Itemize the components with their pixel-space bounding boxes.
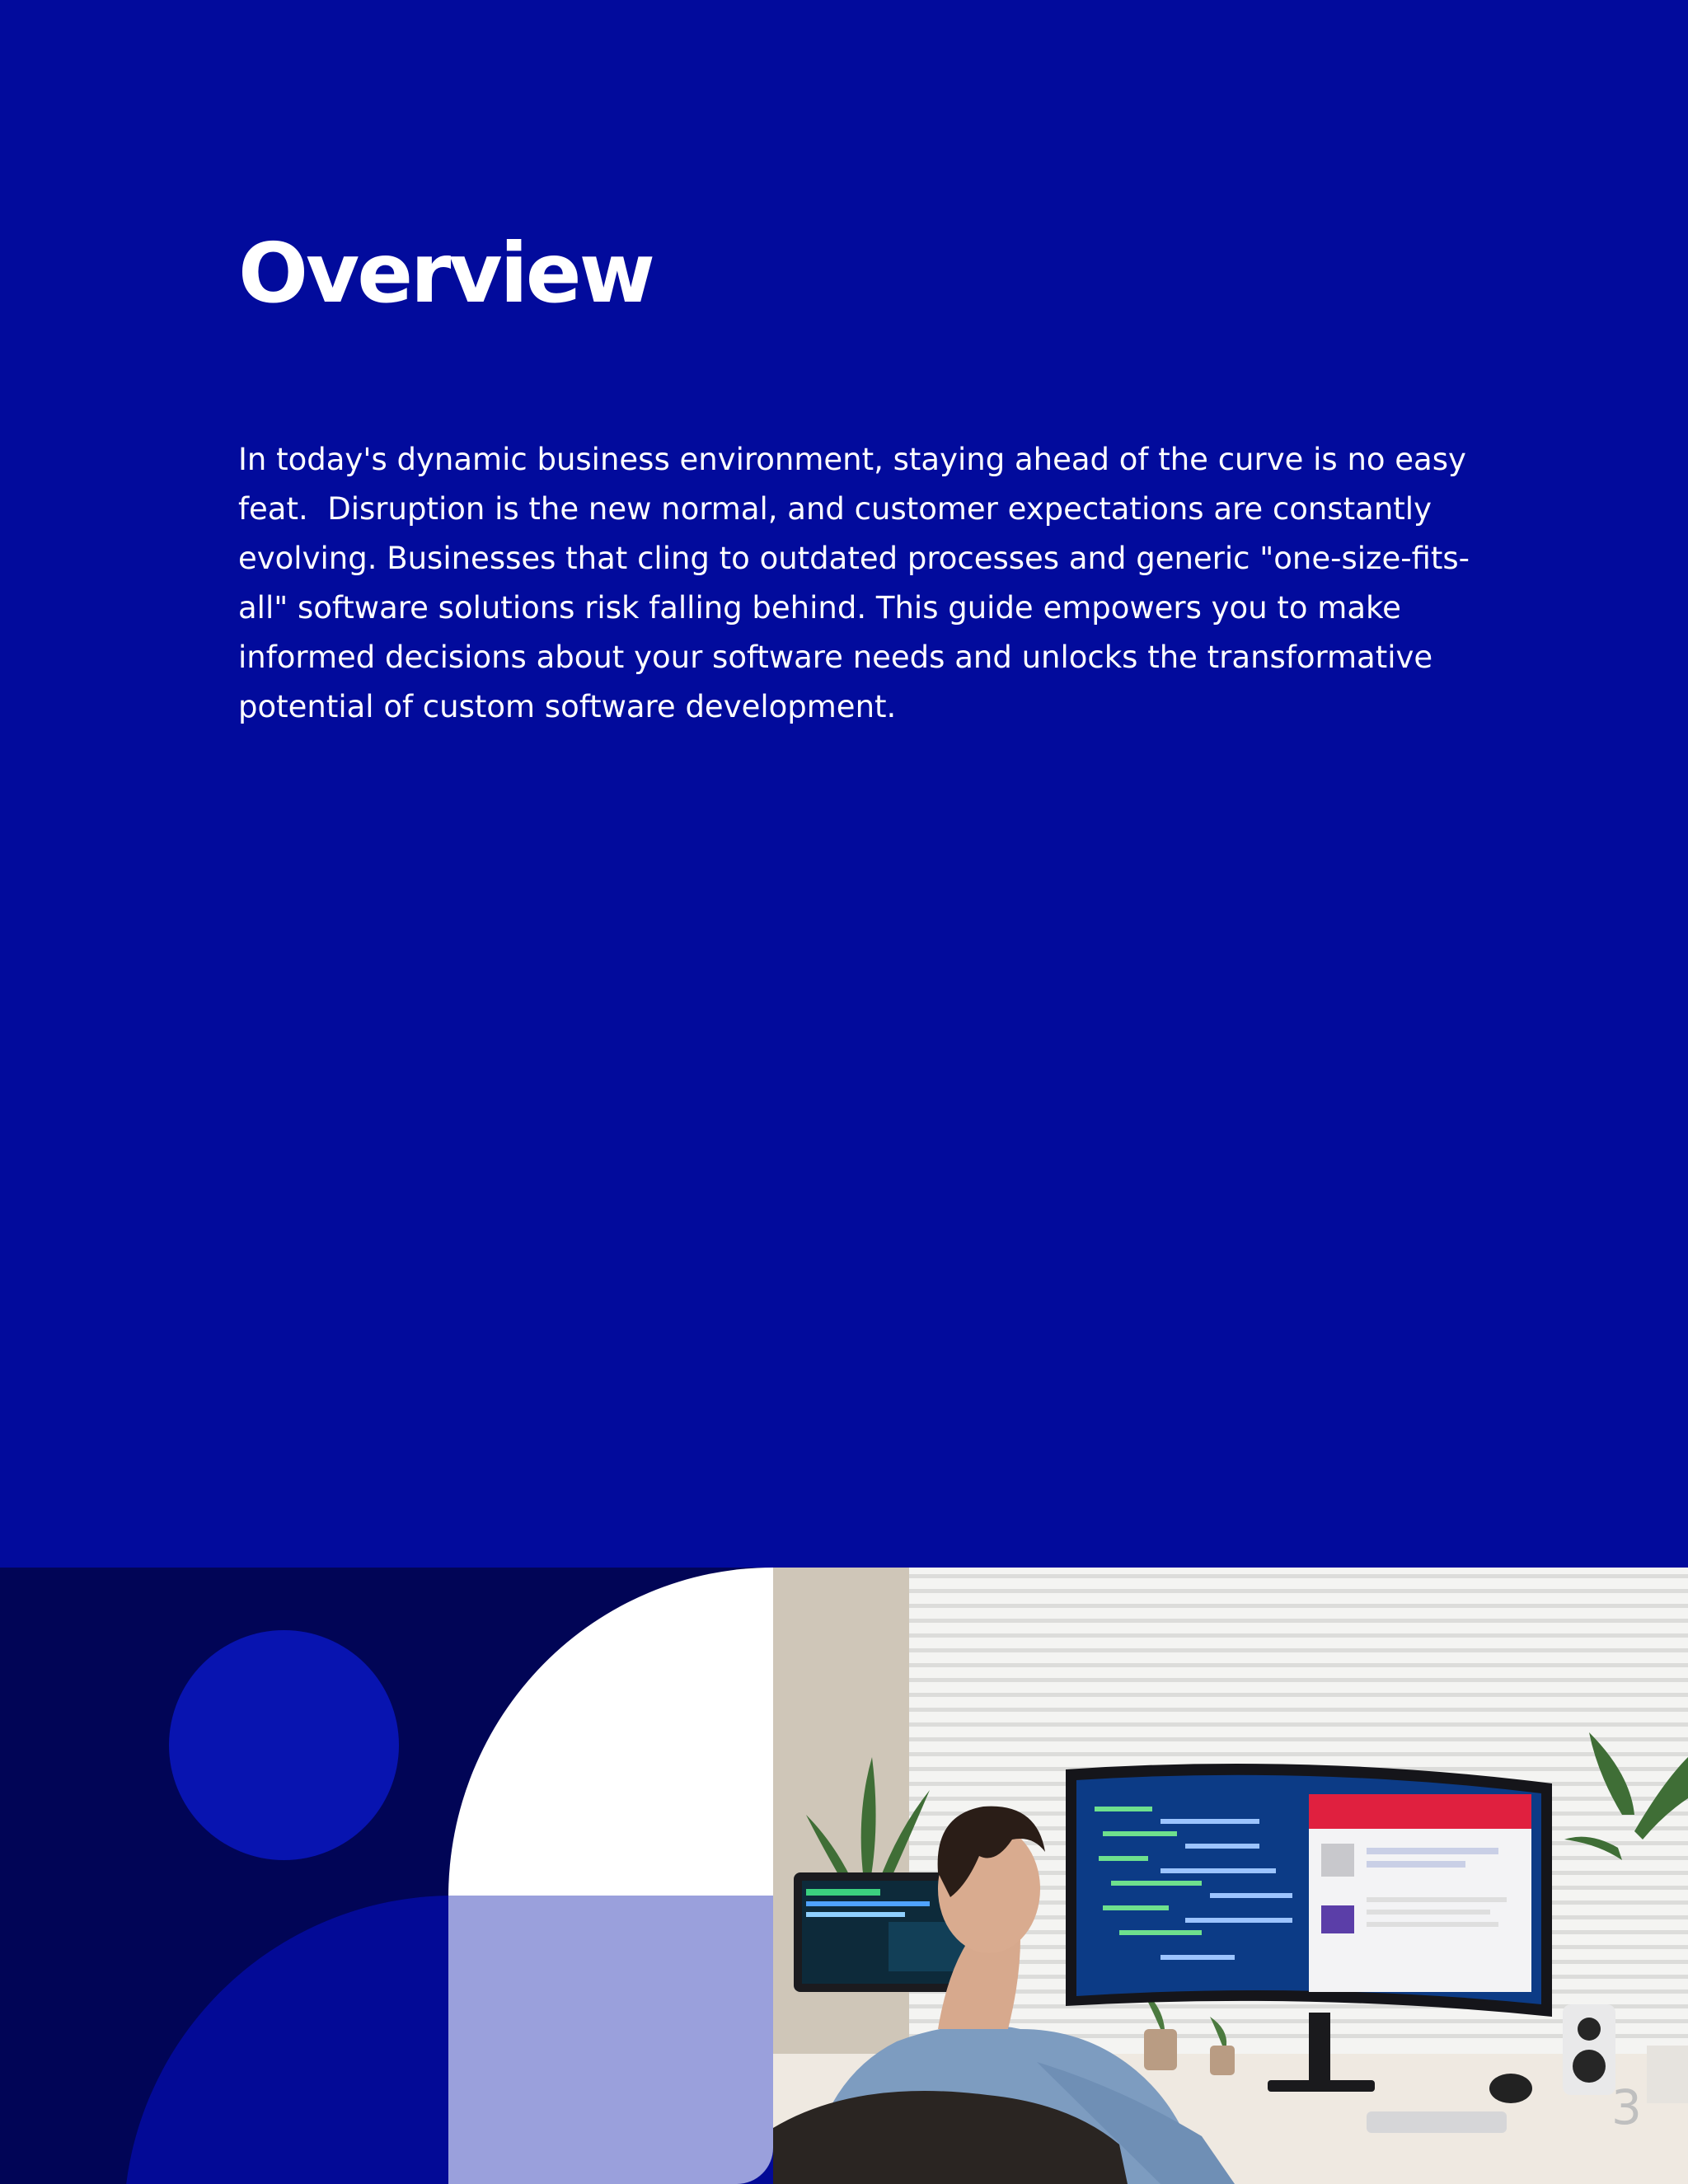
overview-paragraph: In today's dynamic business environment, staying ahead of the curve is no easy feat. Disruption is the new normal, and customer expectations are constantly evolving. Businesses that cling to outdated processes and generic "one-size-fits-all" software solutions risk falling behind. This guide empowers you to make informed decisions about your software needs and unlocks the transformative potential of custom software development. [238, 442, 1476, 724]
decorative-lavender-block [448, 1896, 773, 2184]
decorative-quarter-circle [448, 1568, 773, 1897]
decorative-graphic [0, 1568, 773, 2184]
bottom-band [0, 1568, 1688, 2184]
developer-photo [773, 1568, 1688, 2184]
page-title: Overview [238, 225, 654, 321]
page-number: 3 [1611, 2079, 1642, 2135]
photo-developer-at-desk-icon [773, 1568, 1688, 2184]
decorative-circle [169, 1630, 399, 1860]
